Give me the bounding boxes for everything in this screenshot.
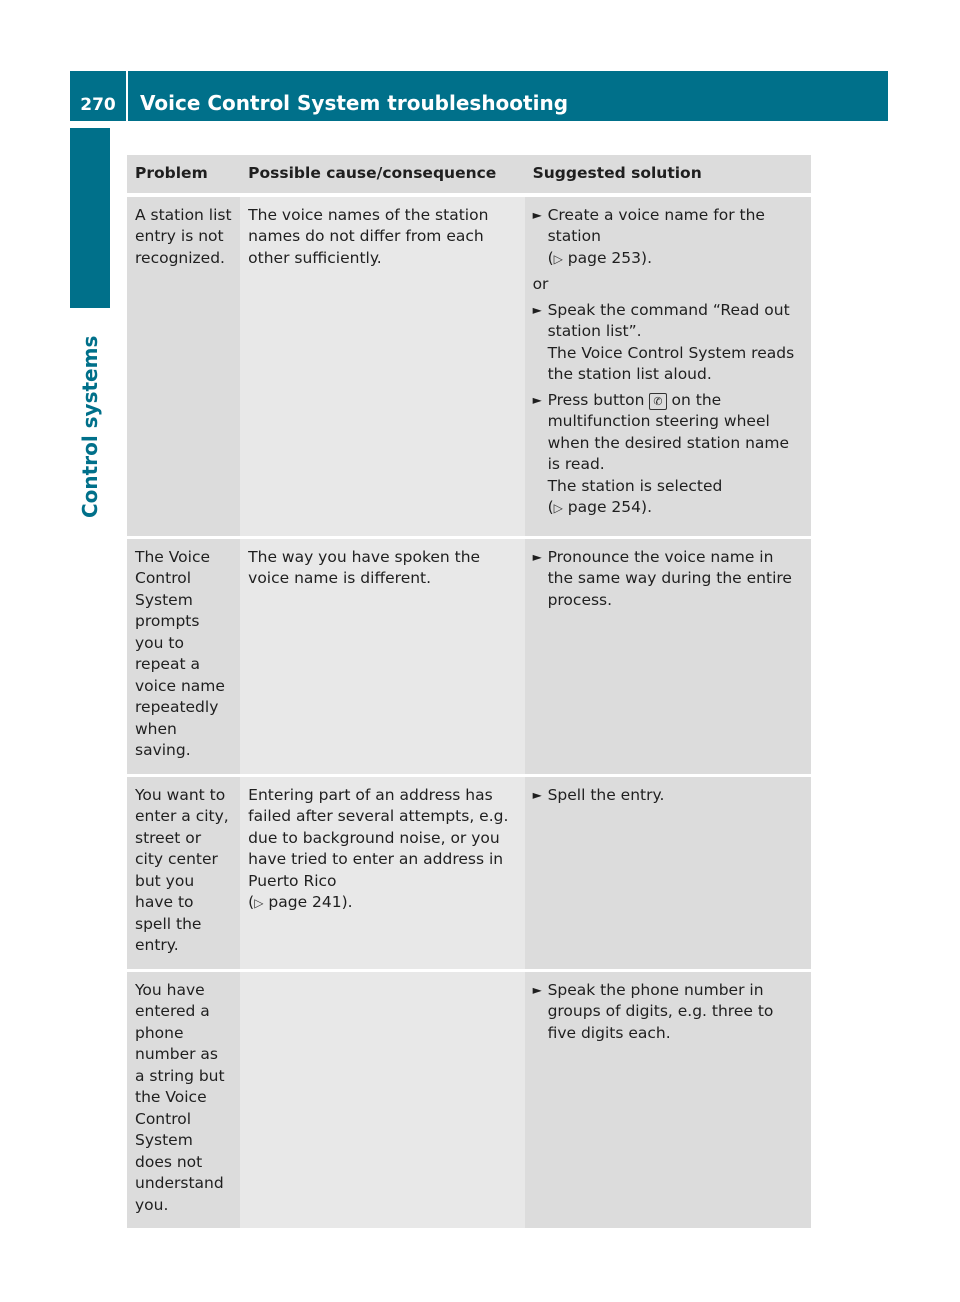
step-arrow-icon: ► (532, 392, 542, 407)
page-title: Voice Control System troubleshooting (128, 71, 888, 121)
page-reference-triangle-icon: ▷ (553, 251, 563, 266)
solution-cell (525, 969, 811, 1229)
page-number: 270 (70, 71, 126, 121)
problem-text: You want to enter a city, street or city center but you have to spell the entry. (135, 785, 229, 954)
cause-cell (240, 969, 524, 1229)
phone-button-icon: ✆ (649, 393, 666, 410)
cause-cell: Entering part of an address has failed after several attempts, e.g. due to background noise, or you have tried to enter an address in Puerto Rico (▷ page 241). (240, 774, 524, 969)
solution-step (533, 785, 803, 807)
solution-step: ► Create a voice name for the station (▷ page 253). (532, 205, 765, 267)
cause-text: The voice names of the station names do not differ from each other sufficiently. (248, 205, 489, 267)
table-row (127, 194, 811, 536)
problem-cell (127, 969, 240, 1229)
step-arrow-icon: ► (532, 207, 542, 222)
table-row (127, 774, 811, 969)
page-reference: page 254). (567, 498, 652, 516)
page-reference-triangle-icon: ▷ (553, 501, 563, 515)
cause-text: Entering part of an address has failed after several attempts, e.g. due to background noise, or you have tried to enter an address in Puerto Rico (248, 785, 509, 890)
problem-cell (127, 536, 240, 774)
cause-text: The way you have spoken the voice name is different. (248, 547, 481, 587)
section-label-text: Control systems (78, 335, 102, 518)
solution-cell (525, 774, 811, 969)
table-header-row (127, 155, 811, 194)
step-result: The Voice Control System reads the station list aloud. (547, 343, 795, 383)
problem-cell (127, 194, 240, 536)
page-header (70, 71, 888, 121)
solution-cell (525, 194, 811, 536)
page-reference: page 253). (567, 248, 652, 267)
step-arrow-icon: ► (532, 787, 542, 802)
column-header-solution: Suggested solution (525, 155, 811, 194)
solution-cell (525, 536, 811, 774)
step-result-text: The station is selected (547, 476, 723, 495)
step-text: Spell the entry. (547, 785, 665, 804)
solution-step (533, 390, 803, 520)
column-header-problem: Problem (127, 155, 240, 194)
page-reference: page 241). (268, 893, 353, 911)
cause-cell (240, 536, 524, 774)
solution-step (533, 547, 803, 612)
step-text: Create a voice name for the station (547, 205, 765, 245)
column-header-cause: Possible cause/consequence (240, 155, 524, 194)
or-separator: or (532, 275, 549, 293)
solution-step (533, 980, 803, 1045)
step-arrow-icon: ► (532, 982, 542, 997)
step-text: Speak the command “Read out station list”. (547, 300, 790, 340)
step-text: Speak the phone number in groups of digits, e.g. three to five digits each. (547, 980, 774, 1042)
problem-cell (127, 774, 240, 969)
problem-text: The Voice Control System prompts you to repeat a voice name repeatedly when saving. (135, 547, 225, 759)
page-reference-triangle-icon: ▷ (254, 896, 264, 910)
problem-text: You have entered a phone number as a string but the Voice Control System does not understand you. (135, 980, 225, 1214)
section-label (70, 128, 110, 518)
step-arrow-icon: ► (532, 549, 542, 564)
step-result: The station is selected (▷ page 254). (547, 476, 723, 516)
solution-step (533, 300, 803, 386)
step-text: Pronounce the voice name in the same way during the entire process. (547, 547, 792, 609)
step-text: Press button (547, 390, 645, 409)
cause-cell (240, 194, 524, 536)
troubleshooting-table (127, 155, 811, 1228)
table-row (127, 969, 811, 1229)
table-row (127, 536, 811, 774)
step-text-continued: on the multifunction steering wheel when the desired station name is read. (547, 390, 790, 473)
step-arrow-icon: ► (532, 302, 542, 317)
problem-text: A station list entry is not recognized. (135, 205, 232, 267)
